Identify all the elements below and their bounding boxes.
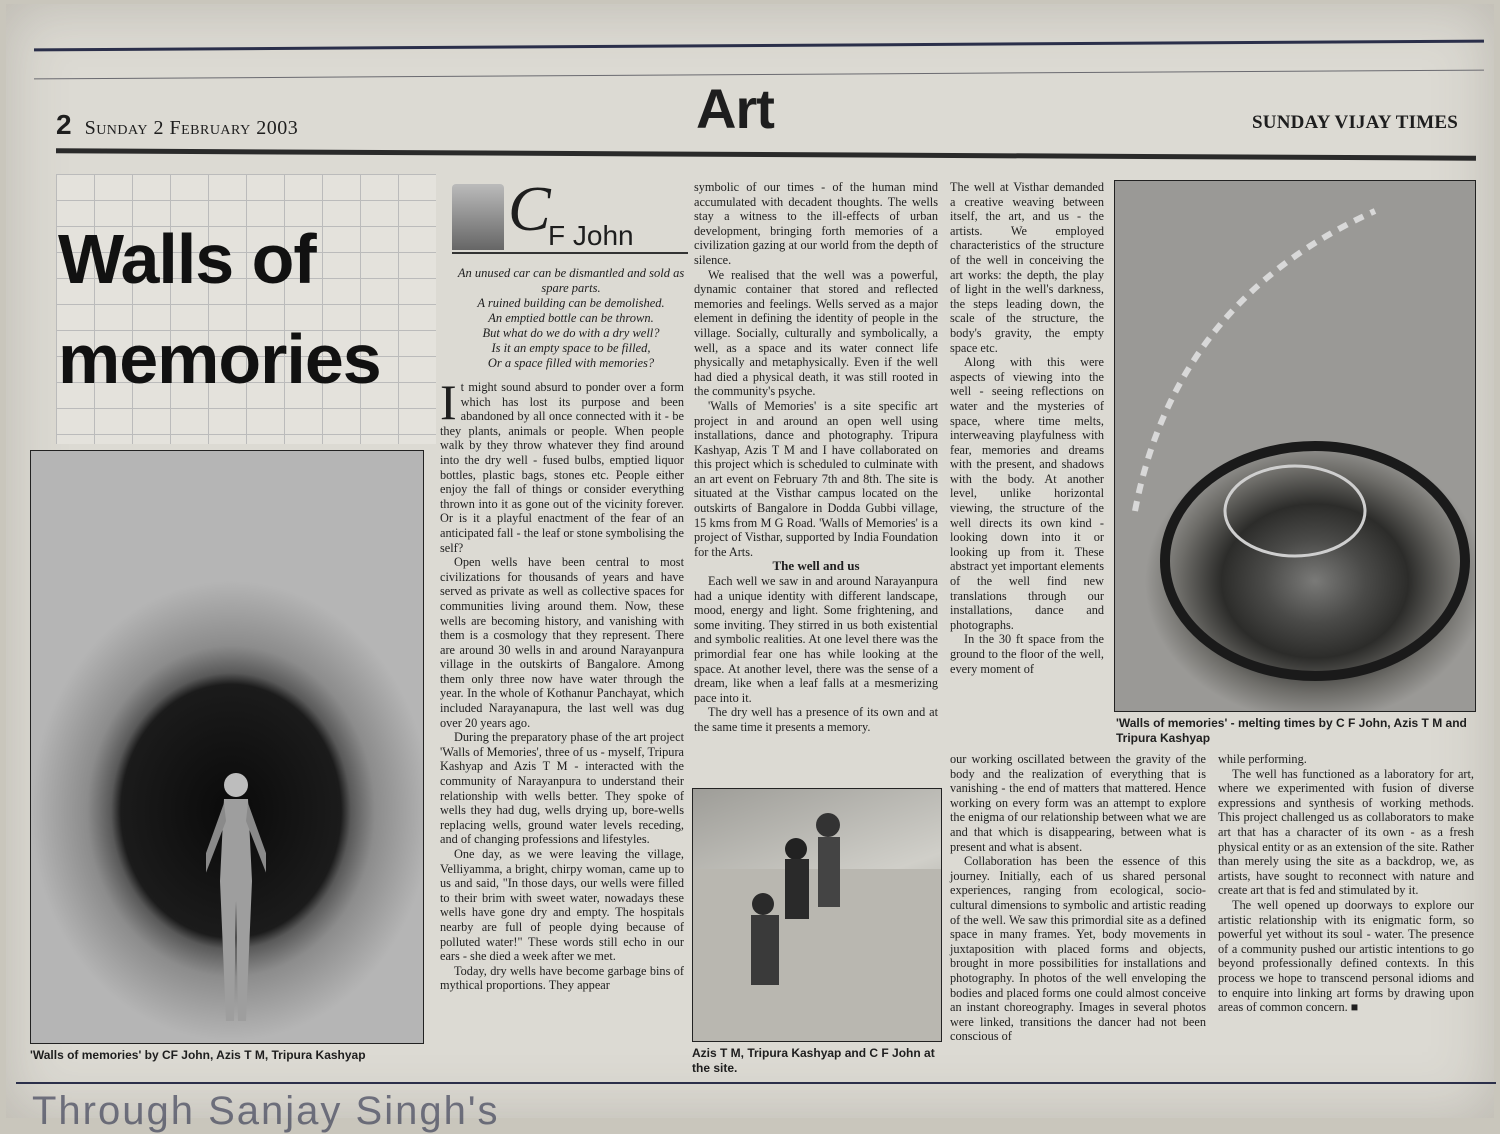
article-column-3-wide <box>950 752 1206 1044</box>
paragraph: Collaboration has been the essence of this journey. Initially, each of us shared personal experiences, ranging from ecological, socio-cultural dimensions to symbolic and artistic reading of the well. We saw this primordial site as a defined space in many frames. Yet, body movements in juxtaposition with placed forms and objects, brought in more possibilities for installations and photography. In photos of the well enveloping the bodies and placed forms one could almost conceive an instant choreography. Images in several photos were linked, transitions the dancer had not been conscious of <box>950 854 1206 1044</box>
article-column-2 <box>694 180 938 735</box>
well-photo-installation <box>1114 180 1476 712</box>
subheading: The well and us <box>772 558 860 574</box>
intro-line: Or a space filled with memories? <box>487 356 655 370</box>
headline-line-2: memories <box>58 320 381 398</box>
well-installation-icon <box>1115 181 1475 711</box>
paragraph: Today, dry wells have become garbage bins of mythical proportions. They appear <box>440 963 684 993</box>
author-initial: C <box>508 173 551 244</box>
paragraph: The well opened up doorways to explore our artistic relationship with its enigmatic form, so powerful yet without its soul - water. The presence of a community pushed our artistic intentions to go beyond professionally defined contexts. In this process we hope to transcend personal idioms and to enquire into linking art forms by drawing upon areas of common concern. ■ <box>1218 897 1474 1015</box>
intro-line: Is it an empty space to be filled, <box>491 341 651 355</box>
paragraph: Each well we saw in and around Narayanpura had a unique identity with different landscape, mood, energy and light. Some frightening, and some inviting. They stirred in us both existential and symbolic realities. At one level there was the primordial fear one has while looking at the space. At another level, there was the sense of a dream, like when a leaf falls at a mesmerizing pace into it. <box>694 574 938 705</box>
newspaper-page <box>6 4 1494 1133</box>
article-column-4 <box>1218 752 1474 1015</box>
top-rule <box>34 40 1484 52</box>
page-header-left <box>56 109 298 141</box>
paragraph: The well at Visthar demanded a creative weaving between itself, the art, and us - the artists. We employed characteristics of the structure of the well in conceiving the art works: the depth, the play of light in the well's darkness, the steps leading down, the scale of the structure, the body's gravity, the empty space etc. <box>950 180 1104 355</box>
headline-line-1: Walls of <box>58 220 316 298</box>
footer-teaser: Through Sanjay Singh's <box>32 1089 500 1133</box>
people-silhouette-icon <box>693 789 941 1041</box>
paragraph: while performing. <box>1218 752 1307 766</box>
paragraph: The dry well has a presence of its own and at the same time it presents a memory. <box>694 705 938 734</box>
paragraph: During the preparatory phase of the art project 'Walls of Memories', three of us - myself, Tripura Kashyap and Azis T M - interacted with the community of Narayanpura to understand their relationship with wells better. They spoke of wells they had dug, wells drying up, bore-wells replacing wells, ground water levels receding, and of changing professions and lifestyles. <box>440 730 684 847</box>
paragraph: Along with this were aspects of viewing into the well - seeing reflections on water and the mysteries of space, where time melts, interweaving playfulness with fear, memories and dreams with the present, and shadows with the body. At another level, unlike horizontal viewing, the structure of the well directs its own kind - looking down into it or looking up from it. These abstract yet important elements of the well find new translations through our installations, dance and photographs. <box>950 355 1104 632</box>
newspaper-name: SUNDAY VIJAY TIMES <box>1252 112 1458 133</box>
paragraph: 'Walls of Memories' is a site specific art project in and around an open well using installations, dance and photography. Tripura Kashyap, Azis T M and I have collaborated on this project which is scheduled to culminate with an art event on February 7th and 8th. The site is situated at the Visthar campus located on the outskirts of Bangalore in Dodda Gubbi village, 15 kms from M G Road. 'Walls of Memories' is a project of Visthar, supported by India Foundation for the Arts. <box>694 398 938 559</box>
paragraph: our working oscillated between the gravity of the body and the realization of everything that is vanishing - the end of matters that mattered. Hence working on every form was an attempt to explore the enigma of our relationship between what we are and that which is disappearing, between what is present and what is absent. <box>950 752 1206 854</box>
intro-line: But what do we do with a dry well? <box>482 326 660 340</box>
paragraph: The well has functioned as a laboratory for art, where we experimented with fusion of diverse expressions and synthesis of working methods. This project challenged us as collaborators to make art that has a character of its own - as a fresh physical entity or as an extension of the site. Rather than merely using the site as a backdrop, we, as artists, have sought to reconnect with nature and create art that is fed and stimulated by it. <box>1218 766 1474 898</box>
paragraph: Open wells have been central to most civilizations for thousands of years and have served as private as well as collective spaces for communities living around them. Now, these wells are becoming history, and vanishing with them is a cosmology that they represent. There are around 30 wells in and around Narayanpura village in the outskirts of Bangalore. Among them only three now have water through the year. In the whole of Kothanur Panchayat, which included Narayanapura, the last well was dug over 20 years ago. <box>440 555 684 730</box>
caption-photo-2: Azis T M, Tripura Kashyap and C F John at the site. <box>692 1046 935 1075</box>
paragraph: symbolic of our times - of the human mind accumulated with decadent thoughts. The wells stay a witness to the ill-effects of urban development, bringing forth memories of a civilization gazing at our world from the depth of silence. <box>694 180 938 267</box>
intro-line: A ruined building can be demolished. <box>477 296 665 310</box>
intro-verse <box>446 266 696 371</box>
caption-photo-3: 'Walls of memories' - melting times by C F John, Azis T M and Tripura Kashyap <box>1116 716 1467 745</box>
author-portrait <box>452 184 504 250</box>
article-column-3 <box>950 180 1104 676</box>
article-column-1 <box>440 374 684 993</box>
header-rule <box>56 148 1476 160</box>
headline <box>58 209 438 409</box>
bottom-rule <box>16 1082 1496 1084</box>
paragraph: One day, as we were leaving the village, Velliyamma, a bright, chirpy woman, came up to us and said, "In those days, our wells were filled to their brim with sweet water, nowadays these wells have gone dry and empty. The hospitals nearby are full of people dying because of polluted water!" These words still echo in our ears - she died a week after we met. <box>440 847 684 964</box>
issue-date: Sunday 2 February 2003 <box>84 117 299 139</box>
figure-silhouette-icon <box>206 771 266 1031</box>
well-photo-figure <box>30 450 424 1044</box>
intro-line: An unused car can be dismantled and sold as spare parts. <box>457 266 685 295</box>
page-number: 2 <box>56 109 72 140</box>
author-name: F John <box>548 220 634 251</box>
paragraph: We realised that the well was a powerful, dynamic container that stored and reflected memories and feelings. Wells served as a major element in defining the identity of people in the village. Socially, culturally and symbolically, a well, as a space and its water connect life physically and metaphysically. Even if the well had died a physical death, it was still rooted in the community's psyche. <box>694 267 938 399</box>
photo-artists-at-site <box>692 788 942 1042</box>
paragraph: It might sound absurd to ponder over a form which has lost its purpose and been abandoned by all once connected with it - be they plants, animals or people. When people walk by they throw whatever they find around into the dry well - fused bulbs, emptied liquor bottles, plastic bags, stones etc. People either enjoy the fall of things or consider everything thrown into it as gone out of the vicinity forever. Or is it a playful enactment of the fear of an anticipated fall - the leaf or stone symbolising the self? <box>440 374 684 555</box>
intro-line: An emptied bottle can be thrown. <box>488 311 654 325</box>
paragraph: In the 30 ft space from the ground to the floor of the well, every moment of <box>950 632 1104 676</box>
section-title: Art <box>696 77 774 140</box>
drop-cap: I <box>440 374 457 430</box>
author-byline <box>452 173 688 254</box>
caption-photo-1: 'Walls of memories' by CF John, Azis T M, Tripura Kashyap <box>30 1048 366 1062</box>
